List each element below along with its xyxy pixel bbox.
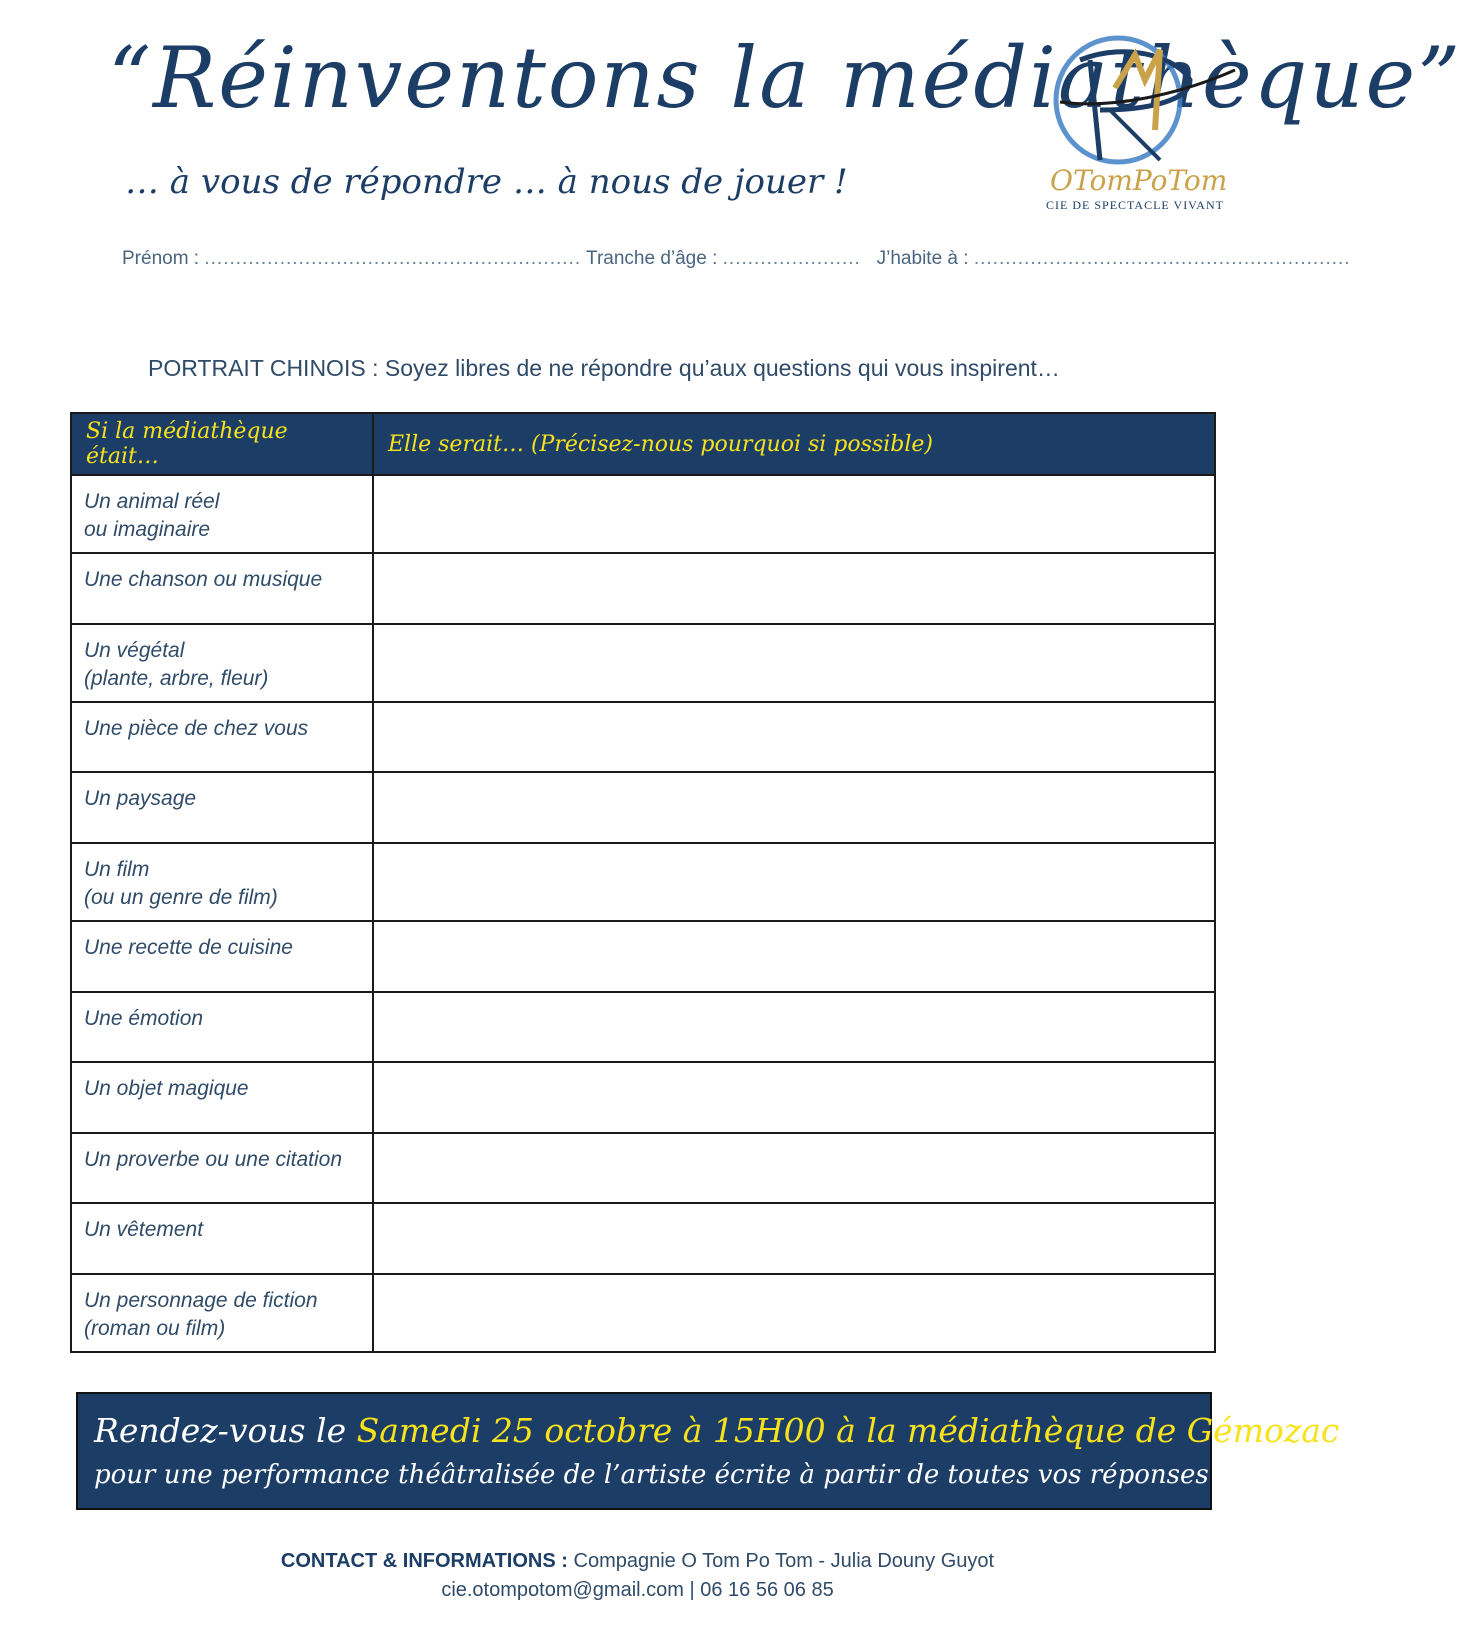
question-line: Un personnage de fiction <box>84 1289 318 1312</box>
question-line: Un objet magique <box>84 1077 249 1100</box>
table-row <box>71 702 1215 772</box>
page-subtitle: … à vous de répondre … à nous de jouer ! <box>125 162 848 202</box>
logo-name: OTomPoTom <box>1050 164 1228 197</box>
table-row <box>71 992 1215 1062</box>
table-row <box>71 921 1215 992</box>
column-header: Elle serait… (Précisez-nous pourquoi si possible) <box>373 413 1215 475</box>
question-cell <box>71 992 373 1062</box>
contact-label: CONTACT & INFORMATIONS : <box>280 1550 568 1572</box>
question-line: Un paysage <box>84 787 197 810</box>
question-cell <box>71 921 373 992</box>
question-line: (ou un genre de film) <box>84 886 278 909</box>
question-line: Une pièce de chez vous <box>84 717 309 740</box>
contact-line-2: cie.otompotom@gmail.com | 06 16 56 06 85 <box>441 1579 834 1601</box>
question-line: Une chanson ou musique <box>84 568 323 591</box>
age-field[interactable]: ...................... <box>722 248 861 269</box>
answer-cell[interactable] <box>373 553 1215 624</box>
answer-cell[interactable] <box>373 1062 1215 1133</box>
city-field[interactable]: ............................................................ <box>973 248 1351 269</box>
question-line: Un film <box>84 858 150 881</box>
respondent-fields <box>122 248 1351 270</box>
question-line: Une recette de cuisine <box>84 936 293 959</box>
banner-line-1 <box>94 1408 1340 1454</box>
question-line: (roman ou film) <box>84 1317 226 1340</box>
question-line: ou imaginaire <box>84 518 211 541</box>
first-name-field[interactable]: ............................................................ <box>204 248 582 269</box>
table-row <box>71 1274 1215 1352</box>
table-row <box>71 1203 1215 1274</box>
answer-cell[interactable] <box>373 772 1215 843</box>
answer-cell[interactable] <box>373 921 1215 992</box>
table-header-row <box>71 413 1215 475</box>
question-cell <box>71 624 373 702</box>
answer-cell[interactable] <box>373 1274 1215 1352</box>
question-line: Une émotion <box>84 1007 204 1030</box>
answer-cell[interactable] <box>373 843 1215 921</box>
question-cell <box>71 1274 373 1352</box>
answer-cell[interactable] <box>373 475 1215 553</box>
question-cell <box>71 1062 373 1133</box>
question-line: Un animal réel <box>84 490 220 513</box>
question-cell <box>71 475 373 553</box>
answer-cell[interactable] <box>373 1203 1215 1274</box>
answer-cell[interactable] <box>373 992 1215 1062</box>
question-line: Un vêtement <box>84 1218 204 1241</box>
table-row <box>71 772 1215 843</box>
first-name-label: Prénom : <box>122 248 200 269</box>
age-label: Tranche d’âge : <box>586 248 718 269</box>
table-row <box>71 475 1215 553</box>
answer-cell[interactable] <box>373 1133 1215 1203</box>
question-cell <box>71 702 373 772</box>
page-title: “Réinventons la médiathèque” <box>108 29 1462 127</box>
portrait-table <box>70 412 1216 1353</box>
question-line: Un proverbe ou une citation <box>84 1148 342 1171</box>
question-line: (plante, arbre, fleur) <box>84 667 269 690</box>
contact-info <box>0 1547 1275 1605</box>
contact-line-1 <box>0 1547 1275 1576</box>
table-row <box>71 1062 1215 1133</box>
answer-cell[interactable] <box>373 624 1215 702</box>
table-row <box>71 1133 1215 1203</box>
table-row <box>71 553 1215 624</box>
question-cell <box>71 772 373 843</box>
question-line: Un végétal <box>84 639 185 662</box>
question-cell <box>71 1203 373 1274</box>
banner-line-2: pour une performance théâtralisée de l’artiste écrite à partir de toutes vos réponses ! <box>94 1460 1228 1490</box>
column-header: Si la médiathèque était… <box>71 413 373 475</box>
logo-tagline: CIE DE SPECTACLE VIVANT <box>1046 198 1224 212</box>
event-banner <box>76 1392 1340 1510</box>
question-cell <box>71 553 373 624</box>
question-cell <box>71 1133 373 1203</box>
question-cell <box>71 843 373 921</box>
city-label: J’habite à : <box>876 248 969 269</box>
table-row <box>71 624 1215 702</box>
intro-text: PORTRAIT CHINOIS : Soyez libres de ne répondre qu’aux questions qui vous inspirent… <box>148 355 1060 381</box>
table-row <box>71 843 1215 921</box>
banner-highlight: Samedi 25 octobre à 15H00 à la médiathèque de Gémozac <box>356 1411 1340 1450</box>
contact-company: Compagnie O Tom Po Tom - Julia Douny Guyot <box>573 1550 995 1572</box>
banner-prefix: Rendez-vous le <box>94 1411 357 1450</box>
answer-cell[interactable] <box>373 702 1215 772</box>
